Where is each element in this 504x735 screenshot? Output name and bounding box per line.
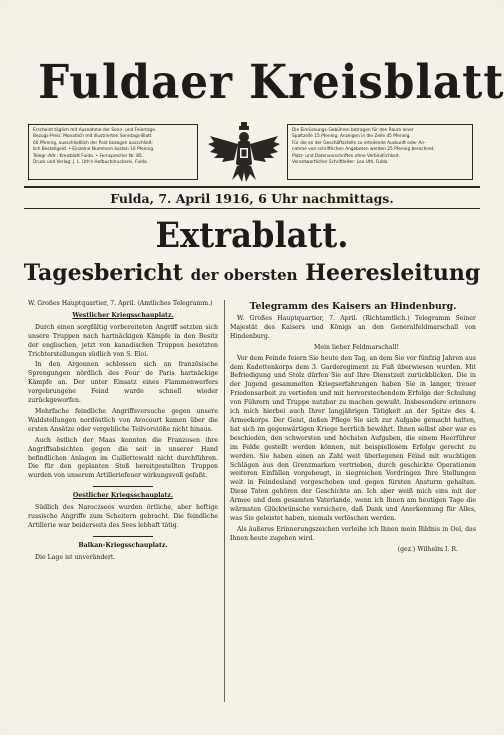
headline — [20, 258, 484, 290]
headline-part: Tagesbericht — [23, 260, 183, 286]
info-line: Druck und Verlag: J. L. Uth's Hofbuchdruckerei, Fulda. — [33, 160, 148, 166]
paragraph: Als äußeres Erinnerungszeichen verleihe ich Ihnen mein Bildnis in Oel, das Ihnen heute zugehen wird. — [230, 525, 476, 542]
masthead-title: Fuldaer Kreisblatt — [38, 55, 504, 110]
info-line: Für die an der Geschäftsstelle zu erteilende Auskunft oder An- — [292, 140, 426, 146]
signature: (gez.) Wilhelm I. R. — [397, 545, 458, 553]
section-heading: Westlicher Kriegsschauplatz. — [72, 311, 174, 319]
paragraph: In den Argonnen schlossen sich an französische Sprengungen nördlich des Four de Paris hartnäckige Kämpfe an. Der unter Einsatz eines Flammenwerfers vorgebrungene Feind wurde schnell wieder zurückgeworfen. — [28, 361, 218, 405]
info-line: Platz- und Datenvorschriften ohne Verbindlichkeit. — [292, 153, 401, 159]
report-intro: W. Großes Hauptquartier, 7. April. (Amtliches Telegramm.) — [28, 300, 213, 307]
section-heading: Oestlicher Kriegsschauplatz. — [72, 492, 174, 500]
subscription-info-box — [28, 124, 198, 180]
column-divider — [224, 300, 225, 702]
section-separator — [93, 486, 153, 487]
divider — [24, 208, 480, 209]
section-separator — [93, 536, 153, 537]
extrablatt-title: Extrablatt. — [155, 215, 349, 256]
info-line: Erscheint täglich mit Ausnahme der Sonn- und Feiertage. — [33, 128, 157, 133]
info-line: nahme von schriftlichen Angeboten werden 25 Pfennig berechnet. — [292, 147, 435, 153]
kaiser-telegram-column — [230, 300, 476, 557]
info-line: lich Bestellgeld. • Einzelne Nummern kosten 10 Pfennig. — [33, 147, 155, 153]
paragraph: Südlich des Naroczsees wurden örtliche, aber heftige russische Angriffe zum Scheitern gebracht. Die feindliche Artillerie war beiderseits des Sees lebhaft tätig. — [28, 504, 218, 529]
section-heading: Balkan-Kriegsschauplatz. — [78, 541, 168, 549]
info-line: Telegr.-Adr.: Kreisblatt Fulda. • Fernsprecher Nr. 85. — [33, 153, 144, 159]
telegram-title: Telegramm des Kaisers an Hindenburg. — [249, 301, 457, 312]
info-line: Die Einrückungs-Gebühren betragen für den Raum einer — [292, 128, 414, 133]
advertising-info-box — [287, 124, 473, 180]
paragraph: Die Lage ist unverändert. — [35, 553, 116, 561]
info-line: Verantwortlicher Schriftleiter: Leo Uth, Fulda. — [292, 160, 389, 166]
army-report-column — [28, 300, 218, 565]
info-line: 60 Pfennig, ausschließlich der Post bezogen ausschließ- — [33, 140, 154, 146]
dateline: Fulda, 7. April 1916, 6 Uhr nachmittags. — [110, 191, 394, 206]
paragraph: Mehrfache feindliche Angriffsversuche gegen unsere Waldstellungen nordöstlich von Avocourt kamen über die ersten Ansätze oder vergebliche Teilvorstöße nicht hinaus. — [28, 407, 218, 433]
paragraph: Vor dem Feinde feiern Sie heute den Tag, an dem Sie vor fünfzig Jahren aus dem Kadettenkorps dem 3. Garderegiment zu Fuß überwiesen wurden. Mit Befriedigung und Stolz dürfen Sie auf Ihre Dienstzeit zurückblicken. Die in der Jugend gesammelten Kriegserfahrungen haben Sie in langer, treuer Friedensarbeit zu vertiefen und mit hervorstechendem Erfolge der Schulung von Führern und Truppe nutzbar zu machen gewußt. Insbesondere erinnere ich mich hierbei auch Ihrer langjährigen Tätigkeit an der Spitze des 4. Armeekorps. Der Geist, deßen Pflege Sie sich zur Aufgabe gemacht hatten, hat sich im gegenwärtigen Kriege herrlich bewährt. Ihnen selbst aber war es beschieden, den schwersten und höchsten Aufgaben, die einem Heerführer im Felde gestellt werden können, mit beispiellosem Erfolge gerecht zu werden. Sie haben einen an Zahl weit überlegenen Feind mit wuchtigen Schlägen aus den Grenzmarken vertrieben, durch geschickte Operationen weiteren Einfällen vorgebeugt, in siegreichen Vordringen Ihre Stellungen weit in Feindesland vorgeschoben und gegen fürsten Ansturm gehalten. Diese Taten gehören der Geschichte an. Ich aber weiß mich eins mit der Armee und dem gesamten Vaterlande, wenn ich Ihnen am heutigen Tage die wärmsten Glückwünsche versichere, daß Dank und Anerkennung für Alles, was Sie geleistet haben, niemals verlöschen werden. — [230, 354, 476, 522]
headline-part: der obersten — [190, 266, 298, 284]
info-line: Bezugs-Preis: Monatlich mit illustrierten Sonntags-Blatt — [33, 134, 152, 140]
salutation: Mein lieber Feldmarschall! — [314, 343, 399, 351]
telegram-intro: W. Großes Hauptquartier, 7. April. (Richtamtlich.) Telegramm Seiner Majestät des Kaisers und Königs an den Generalfeldmarschall von Hindenburg. — [230, 315, 476, 340]
info-line: Spaltzeile 15 Pfennig. Anzeigen in die Zeile 45 Pfennig. — [292, 134, 411, 140]
imperial-eagle-icon — [206, 120, 282, 184]
paragraph: Durch einen sorgfältig vorbereiteten Angriff setzten sich unsere Truppen nach hartnäckigen Kämpfe in den Besitz der englischen, jetzt von kanadischen Truppen besetzten Trichterstellungen südlich von S. Eloi. — [28, 323, 218, 358]
headline-part: Heeresleitung — [305, 260, 481, 286]
divider — [24, 186, 480, 188]
paragraph: Auch östlich der Maas konnten die Franzosen ihre Angriffsabsichten gegen die seit in unserer Hand befindlichen Anlagen im Caillettewald nicht durchführen. Die für den geplanten Stoß bereitgestellten Truppen wurden von unserem Artilleriefeuer wirkungsvoll gefaßt. — [28, 436, 218, 480]
